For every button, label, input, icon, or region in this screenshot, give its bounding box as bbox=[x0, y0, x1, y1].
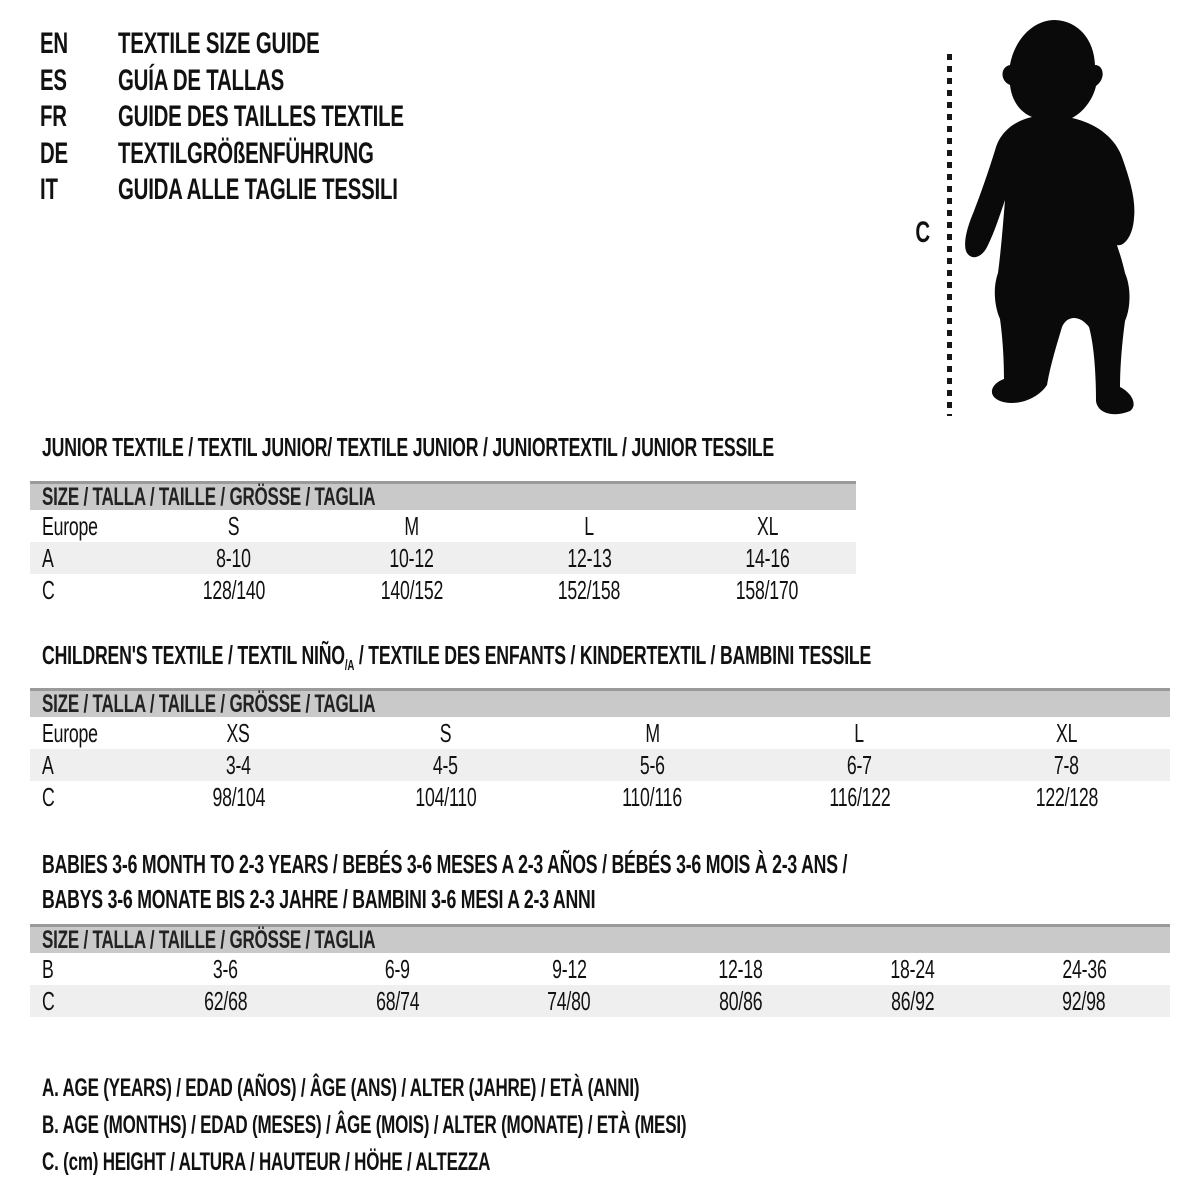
size-cell: 10-12 bbox=[389, 542, 434, 573]
size-cell: 14-16 bbox=[745, 542, 790, 573]
size-cell: L bbox=[584, 510, 595, 541]
toddler-silhouette bbox=[950, 15, 1150, 420]
size-cell: 80/86 bbox=[719, 985, 763, 1016]
size-cell: 128/140 bbox=[202, 574, 266, 605]
junior-section-heading: JUNIOR TEXTILE / TEXTIL JUNIOR/ TEXTILE JUNIOR / JUNIORTEXTIL / JUNIOR TESSILE bbox=[42, 432, 774, 462]
table-row-age bbox=[30, 749, 1170, 781]
measure-legend bbox=[42, 1070, 990, 1181]
size-cell: 5-6 bbox=[640, 749, 665, 780]
language-title-list bbox=[40, 26, 538, 209]
table-row-height bbox=[30, 985, 1170, 1017]
language-row-fr bbox=[40, 99, 538, 136]
table-row-europe bbox=[30, 717, 1170, 749]
table-row-age-months bbox=[30, 953, 1170, 985]
size-cell: 6-7 bbox=[847, 749, 872, 780]
size-cell: 98/104 bbox=[212, 781, 265, 812]
size-cell: M bbox=[404, 510, 419, 541]
size-cell: 122/128 bbox=[1035, 781, 1098, 812]
size-cell: 158/170 bbox=[735, 574, 799, 605]
table-row-europe bbox=[30, 510, 856, 542]
language-row-it bbox=[40, 172, 538, 209]
legend-age-years: A. AGE (YEARS) / EDAD (AÑOS) / ÂGE (ANS) / ALTER (JAHRE) / ETÀ (ANNI) bbox=[42, 1074, 640, 1102]
language-row-es bbox=[40, 63, 538, 100]
row-label: C bbox=[42, 781, 55, 812]
size-cell: 12-13 bbox=[567, 542, 612, 573]
row-label: Europe bbox=[42, 717, 98, 748]
size-cell: 152/158 bbox=[558, 574, 621, 605]
size-cell: 24-36 bbox=[1062, 953, 1107, 984]
size-cell: 8-10 bbox=[216, 542, 252, 573]
guide-title-en: TEXTILE SIZE GUIDE bbox=[118, 27, 320, 61]
size-cell: XL bbox=[1055, 717, 1078, 748]
size-cell: 7-8 bbox=[1054, 749, 1079, 780]
language-row-en bbox=[40, 26, 538, 63]
guide-title-de: TEXTILGRÖßENFÜHRUNG bbox=[118, 136, 374, 170]
size-cell: 110/116 bbox=[622, 781, 683, 812]
legend-height-cm: C. (cm) HEIGHT / ALTURA / HAUTEUR / HÖHE / ALTEZZA bbox=[42, 1148, 491, 1176]
size-cell: 9-12 bbox=[551, 953, 587, 984]
language-code: FR bbox=[40, 100, 67, 134]
size-cell: 116/122 bbox=[828, 781, 891, 812]
size-cell: 140/152 bbox=[380, 574, 443, 605]
size-cell: 74/80 bbox=[547, 985, 591, 1016]
size-cell: 18-24 bbox=[890, 953, 935, 984]
row-label: C bbox=[42, 574, 55, 605]
legend-age-months: B. AGE (MONTHS) / EDAD (MESES) / ÂGE (MOIS) / ALTER (MONATE) / ETÀ (MESI) bbox=[42, 1111, 687, 1139]
children-size-table bbox=[30, 688, 1170, 813]
size-cell: L bbox=[854, 717, 865, 748]
children-section-heading: CHILDREN'S TEXTILE / TEXTIL $NIÑO_{/A}$ / TEXTILE DES ENFANTS / KINDERTEXTIL / BAMBINI TESSILE bbox=[42, 640, 872, 675]
size-cell: 62/68 bbox=[204, 985, 248, 1016]
nino-a-subscript: /A bbox=[344, 658, 355, 675]
babies-size-table bbox=[30, 924, 1170, 1017]
language-code: IT bbox=[40, 173, 58, 207]
size-cell: XS bbox=[226, 717, 251, 748]
size-header-bar: SIZE / TALLA / TAILLE / GRÖSSE / TAGLIA bbox=[30, 481, 856, 510]
language-code: ES bbox=[40, 63, 67, 97]
size-cell: 104/110 bbox=[414, 781, 477, 812]
size-header-bar: SIZE / TALLA / TAILLE / GRÖSSE / TAGLIA bbox=[30, 924, 1170, 953]
size-cell: 4-5 bbox=[433, 749, 458, 780]
guide-title-fr: GUIDE DES TAILLES TEXTILE bbox=[118, 100, 404, 134]
size-cell: XL bbox=[756, 510, 778, 541]
row-label: B bbox=[42, 953, 54, 984]
row-label: Europe bbox=[42, 510, 98, 541]
junior-size-table bbox=[30, 481, 856, 606]
size-cell: 6-9 bbox=[385, 953, 410, 984]
height-measure-label: C bbox=[915, 216, 930, 249]
size-cell: M bbox=[645, 717, 660, 748]
language-code: DE bbox=[40, 136, 68, 170]
row-label: A bbox=[42, 749, 54, 780]
table-row-age bbox=[30, 542, 856, 574]
table-row-height bbox=[30, 574, 856, 606]
row-label: C bbox=[42, 985, 55, 1016]
size-cell: 3-4 bbox=[226, 749, 251, 780]
size-cell: 86/92 bbox=[890, 985, 935, 1016]
size-cell: 3-6 bbox=[213, 953, 239, 984]
size-header-bar: SIZE / TALLA / TAILLE / GRÖSSE / TAGLIA bbox=[30, 688, 1170, 717]
size-cell: 12-18 bbox=[718, 953, 763, 984]
row-label: A bbox=[42, 542, 54, 573]
size-cell: 92/98 bbox=[1062, 985, 1106, 1016]
guide-title-it: GUIDA ALLE TAGLIE TESSILI bbox=[118, 173, 398, 207]
table-row-height bbox=[30, 781, 1170, 813]
size-cell: S bbox=[439, 717, 452, 748]
language-row-de bbox=[40, 136, 538, 173]
size-cell: 68/74 bbox=[375, 985, 420, 1016]
guide-title-es: GUÍA DE TALLAS bbox=[118, 63, 285, 97]
size-cell: S bbox=[228, 510, 240, 541]
babies-section-heading: BABIES 3-6 MONTH TO 2-3 YEARS / BEBÉS 3-6 MESES A 2-3 AÑOS / BÉBÉS 3-6 MOIS À 2-3 ANS / BABYS 3-6 MONATE BIS 2-3 JAHRE / BAMBINI 3-6 MESI A 2-3 ANNI bbox=[42, 849, 848, 914]
language-code: EN bbox=[40, 27, 68, 61]
